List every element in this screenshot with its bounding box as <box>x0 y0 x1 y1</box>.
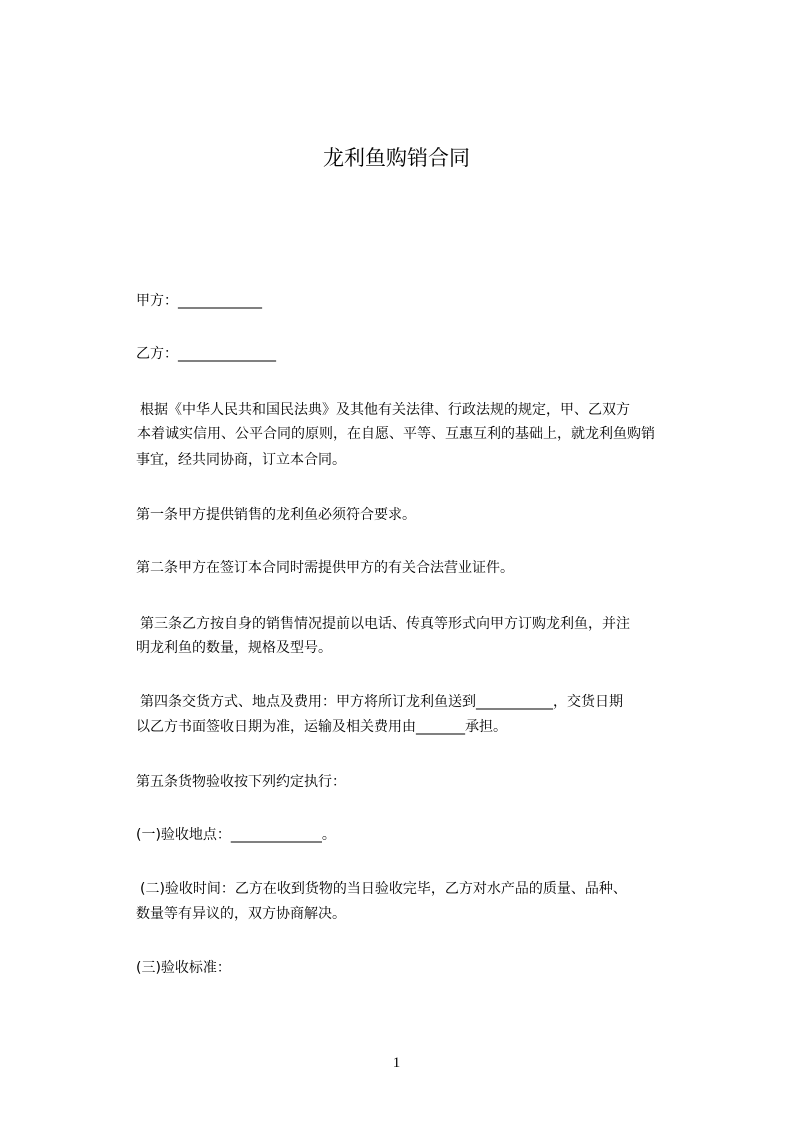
page-number: 1 <box>392 1055 401 1071</box>
document-title: 龙利鱼购销合同 <box>323 146 470 170</box>
preamble-line: 根据《中华人民共和国民法典》及其他有关法律、行政法规的规定，甲、乙双方 <box>140 402 630 418</box>
article-5: 第五条货物验收按下列约定执行： <box>136 774 346 790</box>
party-a-line: 甲方：____________ <box>136 293 262 309</box>
clause-2: (二)验收时间：乙方在收到货物的当日验收完毕，乙方对水产品的质量、品种、 <box>140 881 627 897</box>
article-4: 第四条交货方式、地点及费用：甲方将所订龙利鱼送到___________，交货日期 <box>140 694 623 710</box>
clause-1: (一)验收地点：_____________。 <box>136 827 336 843</box>
party-b-line: 乙方：______________ <box>136 346 276 362</box>
clause-3: (三)验收标准： <box>136 960 231 976</box>
clause-2: 数量等有异议的，双方协商解决。 <box>136 906 346 922</box>
preamble-line: 事宜，经共同协商，订立本合同。 <box>136 452 346 468</box>
article-3: 明龙利鱼的数量，规格及型号。 <box>136 640 332 656</box>
article-1: 第一条甲方提供销售的龙利鱼必须符合要求。 <box>136 507 416 523</box>
article-4: 以乙方书面签收日期为准，运输及相关费用由_______承担。 <box>136 719 507 735</box>
article-3: 第三条乙方按自身的销售情况提前以电话、传真等形式向甲方订购龙利鱼，并注 <box>140 616 630 632</box>
preamble-line: 本着诚实信用、公平合同的原则，在自愿、平等、互惠互利的基础上，就龙利鱼购销 <box>137 426 655 442</box>
article-2: 第二条甲方在签订本合同时需提供甲方的有关合法营业证件。 <box>136 560 514 576</box>
